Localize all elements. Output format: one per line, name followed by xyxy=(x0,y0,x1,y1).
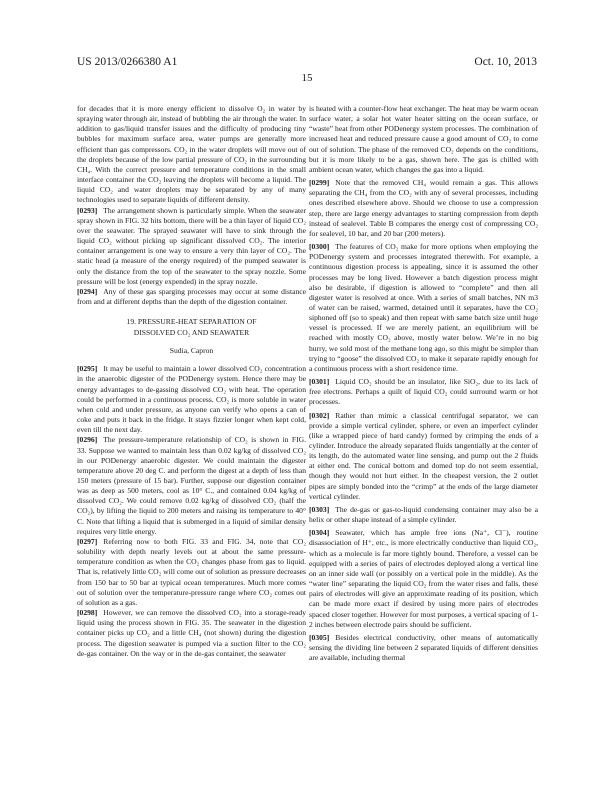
paragraph-0303 xyxy=(309,505,538,525)
right-column xyxy=(309,104,538,663)
paragraph-0297 xyxy=(77,537,306,608)
paragraph-text: The features of CO₂ make for more options when employing the PODenergy system and processes integrated therewith. For example, a continuous digestion process is appealing, since it is assumed the other processes may be long lived. However a batch digestion process might also be desirable, if digestion is allowed to “complete” and then all digester water is resolved at once. With a series of small batches, NN m3 of water can be raised, warmed, detained until it separates, have the CO₂ siphoned off (so to speak) and then repeat with same batch size until huge vessel is processed. If we are merely patient, an equilibrium will be reached with mostly CO₂ above, mostly water below. We’re in no big hurry, we sold most of the methane long ago, so this might be simpler than trying to “goose” the dissolved CO₂ to make it separate rapidly enough for a continuous process with a short residence time. xyxy=(309,242,538,373)
paragraph-0295 xyxy=(77,364,306,435)
paragraph-continuation: for decades that it is more energy efficient to dissolve O₂ in water by spraying water through air, instead of bubbling the air through the water. In addition to gas/liquid transfer issues and the difficulty of producing tiny bubbles for maximum surface area, water pumps are generally more efficient than gas compressors. CO₂ in the water droplets will move out of the droplets because of the low partial pressure of CO₂ in the surrounding CH₄. With the correct pressure and temperature conditions in the small interface container the CO₂ leaving the droplets will become a liquid. The liquid CO₂ and water droplets may be separated by any of many technologies used to separate liquids of different density. xyxy=(77,104,306,205)
left-column xyxy=(77,104,306,659)
section-heading xyxy=(77,317,306,338)
paragraph-number: [0300] xyxy=(309,242,330,252)
paragraph-text: Rather than mimic a classical centrifugal separator, we can provide a simple vertical cylinder, sphere, or even an imperfect cylinder (like a wrapped piece of hard candy) formed by crimping the ends of a cylinder. Introduce the already separated fluids tangentially at the center of its length, do the automated water line sensing, and pump out the 2 fluids at either end. The conical bottom and domed top do not seem essential, though they would not hurt either. In the cheapest version, the 2 outlet pipes are simply bonded into the “crimp” at the ends of the large diameter vertical cylinder. xyxy=(309,410,538,501)
paragraph-number: [0293] xyxy=(77,205,98,215)
section-authors: Sudia, Capron xyxy=(169,346,214,356)
paragraph-0298 xyxy=(77,608,306,659)
section-heading-line-2: DISSOLVED CO₂ AND SEAWATER xyxy=(133,327,250,337)
publication-number: US 2013/0266380 A1 xyxy=(77,56,178,68)
paragraph-number: [0305] xyxy=(309,632,330,642)
paragraph-text: The de-gas or gas-to-liquid condensing container may also be a helix or other shape instead of a simple cylinder. xyxy=(309,504,538,525)
paragraph-number: [0301] xyxy=(309,377,330,387)
paragraph-text: Note that the removed CH₄ would remain a gas. This allows separating the CH₄ from the CO₂ with any of several processes, including ones described elsewhere above. Should we choose to use a compression step, there are large energy advantages to starting compression from depth instead of sealevel. Table B compares the energy cost of compressing CO₂ for sealevel, 10 bar, and 20 bar (200 meters). xyxy=(309,178,538,238)
paragraph-number: [0298] xyxy=(77,608,98,618)
paragraph-text: It may be useful to maintain a lower dissolved CO₂ concentration in the anaerobic digester of the PODenergy system. Hence there may be energy advantages to de-gassing dissolved CO₂ with heat. The operation could be performed in a continuous process. CO₂ is more soluble in water when cold and under pressure, as anyone can verify who opens a can of coke and puts it back in the fridge. It stays fizzier longer when kept cold, even till the next day. xyxy=(77,364,306,435)
paragraph-number: [0295] xyxy=(77,364,98,374)
paragraph-text: Seawater, which has ample free ions (Na⁺, Cl⁻), routine disassociation of H⁺, etc., is more electrically conductive than liquid CO₂, which as a molecule is far more tightly bound. Therefore, a vessel can be equipped with a series of pairs of electrodes deployed along a vertical line on an inner side wall (or possibly on a vertical pole in the middle). As the “water line” separating the liquid CO₂ from the water rises and falls, these pairs of electrodes will give an approximate reading of its position, which can be made more exact if desired by using more pairs of electrodes spaced closer together. However for most purposes, a vertical spacing of 1-2 inches between electrode pairs should be sufficient. xyxy=(309,528,538,629)
paragraph-0305 xyxy=(309,633,538,663)
paragraph-0294 xyxy=(77,287,306,307)
page-number: 15 xyxy=(301,72,313,84)
paragraph-continuation: is heated with a counter-flow heat exchanger. The heat may be warm ocean surface water, a solar hot water heater sitting on the ocean surface, or “waste” heat from other PODenergy system processes. The combination of increased heat and reduced pressure cause a good amount of CO₂ to come out of solution. The phase of the removed CO₂ depends on the conditions, but it is more likely to be a gas, shown here. The gas is chilled with ambient ocean water, which changes the gas into a liquid. xyxy=(309,104,538,174)
paragraph-number: [0296] xyxy=(77,435,98,445)
paragraph-0299 xyxy=(309,178,538,239)
paragraph-0301 xyxy=(309,377,538,407)
paragraph-text: Liquid CO₂ should be an insulator, like SiO₂, due to its lack of free electrons. Perhaps a quilt of liquid CO₂ could surround warm or hot processes. xyxy=(309,377,538,407)
paragraph-number: [0304] xyxy=(309,528,330,538)
paragraph-0304 xyxy=(309,528,538,630)
paragraph-number: [0299] xyxy=(309,178,330,188)
paragraph-text: The pressure-temperature relationship of CO₂ is shown in FIG. 33. Suppose we wanted to maintain less than 0.02 kg/kg of dissolved CO₂ in our PODenergy anaerobic digester. We could maintain the digester temperature above 20 deg C. and perform the digest at a depth of less than 150 meters (pressure of 15 bar). Further, suppose our digestion container was as deep as 500 meters, cool as 10° C., and contained 0.04 kg/kg of dissolved CO₂. We could remove 0.02 kg/kg of dissolved CO₂ (half the CO₂), by lifting the liquid to 200 meters and raising its temperature to 40° C. Note that lifting a liquid that is submerged in a liquid of similar density requires very little energy. xyxy=(77,435,306,536)
paragraph-0293 xyxy=(77,206,306,287)
paragraph-text: However, we can remove the dissolved CO₂ into a storage-ready liquid using the process shown in FIG. 35. The seawater in the digestion container picks up CO₂ and a little CH₄ (not shown) during the digestion process. The digestion seawater is pumped via a suction filter to the CO₂ de-gas container. On the way or in the de-gas container, the seawater xyxy=(77,608,306,658)
paragraph-0300 xyxy=(309,242,538,374)
paragraph-number: [0294] xyxy=(77,286,98,296)
paragraph-0302 xyxy=(309,411,538,502)
paragraph-text: The arrangement shown is particularly simple. When the seawater spray shown in FIG. 32 hits bottom, there will be a thin layer of liquid CO₂ over the seawater. The sprayed seawater will have to sink through the liquid CO₂ without picking up significant dissolved CO₂. The interior container arrangement is one way to ensure a very thin layer of CO₂. The static head (a measure of the energy required) of the pumped seawater is only the distance from the top of the seawater to the spray nozzle. Some pressure will be lost (energy expended) in the spray nozzle. xyxy=(77,205,306,286)
paragraph-0296 xyxy=(77,435,306,537)
paragraph-text: Besides electrical conductivity, other means of automatically sensing the dividing line between 2 separated liquids of different densities are available, including thermal xyxy=(309,632,538,663)
publication-date: Oct. 10, 2013 xyxy=(474,56,537,68)
section-heading-line-1: 19. PRESSURE-HEAT SEPARATION OF xyxy=(126,317,257,327)
paragraph-number: [0303] xyxy=(309,504,330,514)
paragraph-text: Referring now to both FIG. 33 and FIG. 34, note that CO₂ solubility with depth nearly levels out at about the same pressure-temperature condition as when the CO₂ changes phase from gas to liquid. That is, relatively little CO₂ will come out of solution as pressure decreases from 150 bar to 50 bar at typical ocean temperatures. Much more comes out of solution over the temperature-pressure range where CO₂ comes out of solution as a gas. xyxy=(77,536,306,607)
paragraph-text: Any of these gas sparging processes may occur at some distance from and at different depths than the depth of the digestion container. xyxy=(77,286,306,306)
paragraph-number: [0297] xyxy=(77,536,98,546)
paragraph-number: [0302] xyxy=(309,410,330,420)
